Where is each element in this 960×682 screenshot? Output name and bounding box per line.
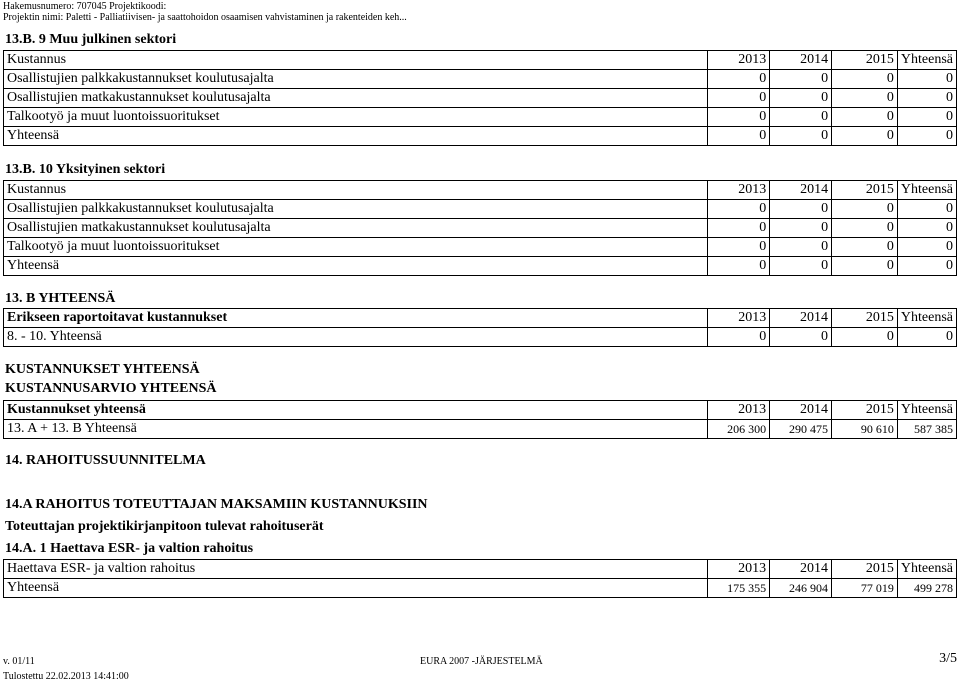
column-header-2014: 2014 — [770, 560, 832, 579]
cell-2013: 0 — [708, 238, 770, 257]
table-header-row — [4, 401, 957, 420]
cell-2015: 77 019 — [832, 579, 898, 598]
cell-total: 0 — [897, 328, 956, 347]
column-header-2015: 2015 — [832, 51, 898, 70]
totals-table — [3, 400, 957, 439]
cell-2014: 0 — [770, 108, 832, 127]
row-label: Talkootyö ja muut luontoissuoritukset — [4, 238, 708, 257]
column-header-total: Yhteensä — [897, 309, 956, 328]
column-header-2013: 2013 — [708, 51, 770, 70]
cell-2014: 0 — [770, 70, 832, 89]
cell-total: 499 278 — [897, 579, 956, 598]
cell-2014: 246 904 — [770, 579, 832, 598]
column-header-2014: 2014 — [770, 181, 832, 200]
cell-total: 0 — [897, 127, 956, 146]
row-label: Osallistujien matkakustannukset koulutusajalta — [4, 219, 708, 238]
table-row — [4, 70, 957, 89]
cell-2015: 0 — [832, 200, 898, 219]
cell-2014: 0 — [770, 219, 832, 238]
table-header-row — [4, 309, 957, 328]
column-header-total: Yhteensä — [897, 560, 956, 579]
table-row-total — [4, 257, 957, 276]
cell-2013: 0 — [708, 89, 770, 108]
cell-2014: 0 — [770, 89, 832, 108]
column-header-2015: 2015 — [832, 309, 898, 328]
section-9-table — [3, 50, 957, 146]
footer-page-number: 3/5 — [939, 651, 957, 666]
cell-total: 0 — [897, 238, 956, 257]
column-header-2015: 2015 — [832, 401, 898, 420]
cell-2015: 0 — [832, 238, 898, 257]
section-10-table — [3, 180, 957, 276]
cell-2013: 0 — [708, 70, 770, 89]
cell-2015: 0 — [832, 127, 898, 146]
cell-2013: 0 — [708, 219, 770, 238]
cell-total: 0 — [897, 219, 956, 238]
column-header-cost: Kustannus — [4, 181, 708, 200]
footer-print-timestamp: Tulostettu 22.02.2013 14:41:00 — [3, 671, 129, 682]
footer-version: v. 01/11 — [3, 656, 35, 667]
cell-2013: 0 — [708, 328, 770, 347]
cell-2015: 0 — [832, 70, 898, 89]
financing-plan-title: 14. RAHOITUSSUUNNITELMA — [5, 453, 206, 468]
financing-subtitle-accounting: Toteuttajan projektikirjanpitoon tulevat rahoituserät — [5, 519, 324, 534]
column-header-2015: 2015 — [832, 560, 898, 579]
row-label: Talkootyö ja muut luontoissuoritukset — [4, 108, 708, 127]
table-row — [4, 89, 957, 108]
row-label: Yhteensä — [4, 579, 708, 598]
column-header-2013: 2013 — [708, 401, 770, 420]
column-header-2013: 2013 — [708, 181, 770, 200]
cell-2013: 0 — [708, 257, 770, 276]
table-row — [4, 108, 957, 127]
row-label: Osallistujien palkkakustannukset koulutusajalta — [4, 70, 708, 89]
cell-2013: 0 — [708, 127, 770, 146]
row-label: 13. A + 13. B Yhteensä — [4, 420, 708, 439]
table-header-row — [4, 181, 957, 200]
cell-2015: 0 — [832, 89, 898, 108]
table-header-row — [4, 560, 957, 579]
table-row-total — [4, 328, 957, 347]
row-label: 8. - 10. Yhteensä — [4, 328, 708, 347]
table-header-row — [4, 51, 957, 70]
cell-total: 0 — [897, 200, 956, 219]
cell-2013: 206 300 — [708, 420, 770, 439]
cell-2013: 175 355 — [708, 579, 770, 598]
cost-estimate-total-title: KUSTANNUSARVIO YHTEENSÄ — [5, 381, 217, 396]
cell-total: 0 — [897, 70, 956, 89]
column-header-total: Yhteensä — [897, 181, 956, 200]
cell-total: 0 — [897, 108, 956, 127]
cell-2015: 0 — [832, 328, 898, 347]
costs-total-title: KUSTANNUKSET YHTEENSÄ — [5, 362, 200, 377]
column-header-separately-reported-costs: Erikseen raportoitavat kustannukset — [4, 309, 708, 328]
column-header-total: Yhteensä — [897, 401, 956, 420]
table-row — [4, 238, 957, 257]
cell-2013: 0 — [708, 200, 770, 219]
cell-2015: 90 610 — [832, 420, 898, 439]
column-header-2014: 2014 — [770, 401, 832, 420]
financing-subtitle-14a: 14.A RAHOITUS TOTEUTTAJAN MAKSAMIIN KUSTANNUKSIIN — [5, 497, 428, 512]
section-9-title: 13.B. 9 Muu julkinen sektori — [5, 32, 177, 47]
cell-2015: 0 — [832, 108, 898, 127]
column-header-2015: 2015 — [832, 181, 898, 200]
column-header-cost: Kustannus — [4, 51, 708, 70]
column-header-2013: 2013 — [708, 560, 770, 579]
cell-2014: 0 — [770, 127, 832, 146]
table-row-total — [4, 420, 957, 439]
column-header-2014: 2014 — [770, 309, 832, 328]
cell-total: 587 385 — [897, 420, 956, 439]
document-header-application-number: Hakemusnumero: 707045 Projektikoodi: — [3, 1, 167, 12]
table-row — [4, 219, 957, 238]
column-header-total: Yhteensä — [897, 51, 956, 70]
cell-total: 0 — [897, 257, 956, 276]
cell-2014: 0 — [770, 200, 832, 219]
financing-table — [3, 559, 957, 598]
row-label: Osallistujien palkkakustannukset koulutusajalta — [4, 200, 708, 219]
financing-subtitle-14a1: 14.A. 1 Haettava ESR- ja valtion rahoitus — [5, 541, 254, 556]
table-row-total — [4, 127, 957, 146]
cell-2014: 290 475 — [770, 420, 832, 439]
document-header-project-name: Projektin nimi: Paletti - Palliatiivisen- ja saattohoidon osaamisen vahvistaminen ja rakenteiden keh... — [3, 12, 407, 23]
row-label: Osallistujien matkakustannukset koulutusajalta — [4, 89, 708, 108]
cell-2014: 0 — [770, 238, 832, 257]
cell-total: 0 — [897, 89, 956, 108]
section-b-total-title: 13. B YHTEENSÄ — [5, 291, 116, 306]
table-row — [4, 200, 957, 219]
row-label: Yhteensä — [4, 127, 708, 146]
cell-2014: 0 — [770, 328, 832, 347]
column-header-costs-total: Kustannukset yhteensä — [4, 401, 708, 420]
cell-2014: 0 — [770, 257, 832, 276]
table-row-total — [4, 579, 957, 598]
row-label: Yhteensä — [4, 257, 708, 276]
column-header-requested-funding: Haettava ESR- ja valtion rahoitus — [4, 560, 708, 579]
cell-2015: 0 — [832, 257, 898, 276]
footer-system-name: EURA 2007 -JÄRJESTELMÄ — [420, 656, 543, 667]
cell-2013: 0 — [708, 108, 770, 127]
cell-2015: 0 — [832, 219, 898, 238]
section-b-total-table — [3, 308, 957, 347]
column-header-2014: 2014 — [770, 51, 832, 70]
column-header-2013: 2013 — [708, 309, 770, 328]
section-10-title: 13.B. 10 Yksityinen sektori — [5, 162, 166, 177]
